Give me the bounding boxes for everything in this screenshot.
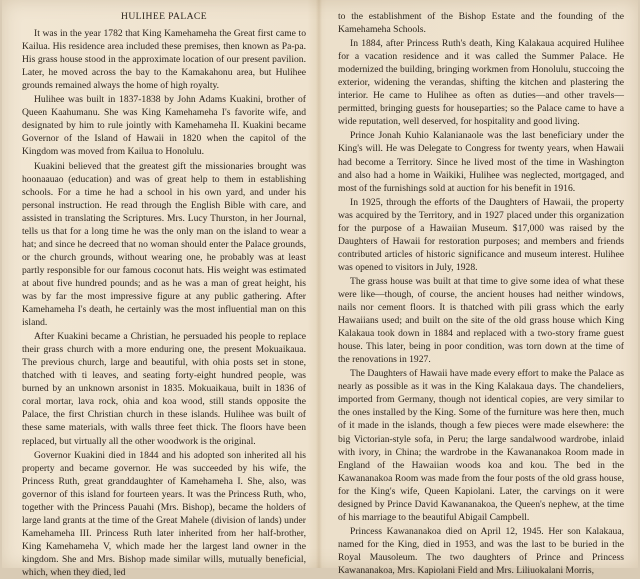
paragraph: Prince Jonah Kuhio Kalanianaole was the last beneficiary under the King's will. He was Delegate to Congress for twenty years, when Hawaii had become a Territory. Since he lived most of the time in Washington and also had a home in Waikiki, Hulihee was neglected, mortgaged, and most of the furnishings sold at auction for his benefit in 1916. xyxy=(338,130,624,194)
paragraph: The Daughters of Hawaii have made every effort to make the Palace as nearly as possible as it was in the King Kalakaua days. The chandeliers, imported from Germany, though not identical copies, are very similar to the ones installed by the King. Some of the furniture was here then, much of it made in the islands, though a few pieces were made elsewhere: the big Victorian-style sofa, in Peru; the large sandalwood wardrobe, inlaid with ivory, in China; the wardrobe in the Kawananakoa Room made in England of the Hawaiian woods koa and kou. The bed in the Kawananakoa Room was made from the four posts of the old grass house, for the King's wife, Queen Kapiolani. Later, the carvings on it were designed by Prince David Kawananakoa, the Queen's nephew, at the time of his marriage to the beautiful Abigail Campbell. xyxy=(338,368,624,523)
paragraph: Princess Kawananakoa died on April 12, 1945. Her son Kalakaua, named for the King, died in 1953, and was the last to be buried in the Royal Mausoleum. The two daughters of Prince and Princess Kawananakoa, Mrs. Kapiolani Field and Mrs. Liliuokalani Morris, xyxy=(338,525,624,576)
page-fold xyxy=(316,0,322,568)
paragraph: After Kuakini became a Christian, he persuaded his people to replace their grass church with a more enduring one, the present Mokuaikaua. The previous church, large and beautiful, with ohia posts set in stone, thatched with ti leaves, and seating forty-eight hundred people, was burned by an unknown arsonist in 1835. Mokuaikaua, built in 1836 of coral mortar, lava rock, ohia and koa wood, still stands opposite the Palace, the first Christian church in these islands. Hulihee was built of these same materials, with walls three feet thick. The floors have been replaced, but virtually all the other woodwork is the original. xyxy=(22,331,306,447)
paragraph: In 1884, after Princess Ruth's death, King Kalakaua acquired Hulihee for a vacation residence and it was called the Summer Palace. He modernized the building, bringing workmen from Honolulu, stuccoing the exterior, widening the verandas, shifting the kitchen and plastering the interior. He came to Hulihee as often as duties—and other travels—permitted, bringing guests for houseparties; so the Palace came to have a wide reputation, well deserved, for hospitality and good living. xyxy=(338,38,624,128)
right-column xyxy=(338,10,624,576)
page-title: HULIHEE PALACE xyxy=(121,11,207,22)
paragraph: In 1925, through the efforts of the Daughters of Hawaii, the property was acquired by the Territory, and in 1927 placed under this organization for the purpose of a Hawaiian Museum. $17,000 was raised by the Daughters of Hawaii for restoration purposes; and members and friends contributed articles of historic significance and museum interest. Hulihee was opened to visitors in July, 1928. xyxy=(338,196,624,273)
paragraph: The grass house was built at that time to give some idea of what these were like—though, of course, the ancient houses had neither windows, nails nor cement floors. It is thatched with pili grass which the early Hawaiians used; and built on the site of the old grass house which King Kalakaua took down in 1884 and replaced with a two-story frame guest house. This later, being in poor condition, was torn down at the time of the renovations in 1927. xyxy=(338,275,624,366)
paragraph: It was in the year 1782 that King Kamehameha the Great first came to Kailua. His residence area included these premises, then known as Pa-pa. His grass house stood in the approximate location of our present pavilion. Later, he moved across the bay to the Kamakahonu area, but Hulihee grounds remained always the home of high royalty. xyxy=(22,28,306,92)
paragraph: Kuakini believed that the greatest gift the missionaries brought was hoonaauao (education) and was of great help to them in establishing schools. For a time he had a school in his own yard, and under his personal instruction. He read through the English Bible with care, and assisted in translating the Scriptures. Mrs. Lucy Thurston, in her Journal, tells us that for a long time he was the only man on the island to wear a hat; and since he decreed that no woman should enter the Palace grounds, or the church grounds, without wearing one, he probably was at least partly responsible for our famous coconut hats. His weight was estimated at about five hundred pounds; and as he was a man of great height, his was by far the most impressive figure at any public gathering. After Kamehameha I's death, he certainly was the most influential man on this island. xyxy=(22,160,306,329)
paragraph: Hulihee was built in 1837-1838 by John Adams Kuakini, brother of Queen Kaahumanu. She was King Kamehameha I's favorite wife, and designated by him to rule jointly with Kamehameha II. Kuakini became Governor of the Island of Hawaii in 1820 when the capitol of the Kingdom was moved from Kailua to Honolulu. xyxy=(22,94,306,158)
document-page xyxy=(2,0,638,578)
paragraph: Governor Kuakini died in 1844 and his adopted son inherited all his property and became governor. He was succeeded by his wife, the Princess Ruth, great granddaughter of Kamehameha I. She, also, was governor of this island for fourteen years. It was the Princess Ruth, who, together with the Princess Pauahi (Mrs. Bishop), became the holders of large land grants at the time of the Great Mahele (division of lands) under Kamehameha III. Princess Ruth later inherited from her half-brother, King Kamehameha V, which made her the largest land owner in the kingdom. She and Mrs. Bishop made similar wills, mutually beneficial, which, when they died, led xyxy=(22,449,306,578)
left-column xyxy=(22,10,306,578)
paragraph-continuation: to the establishment of the Bishop Estate and the founding of the Kamehameha Schools. xyxy=(338,11,624,36)
